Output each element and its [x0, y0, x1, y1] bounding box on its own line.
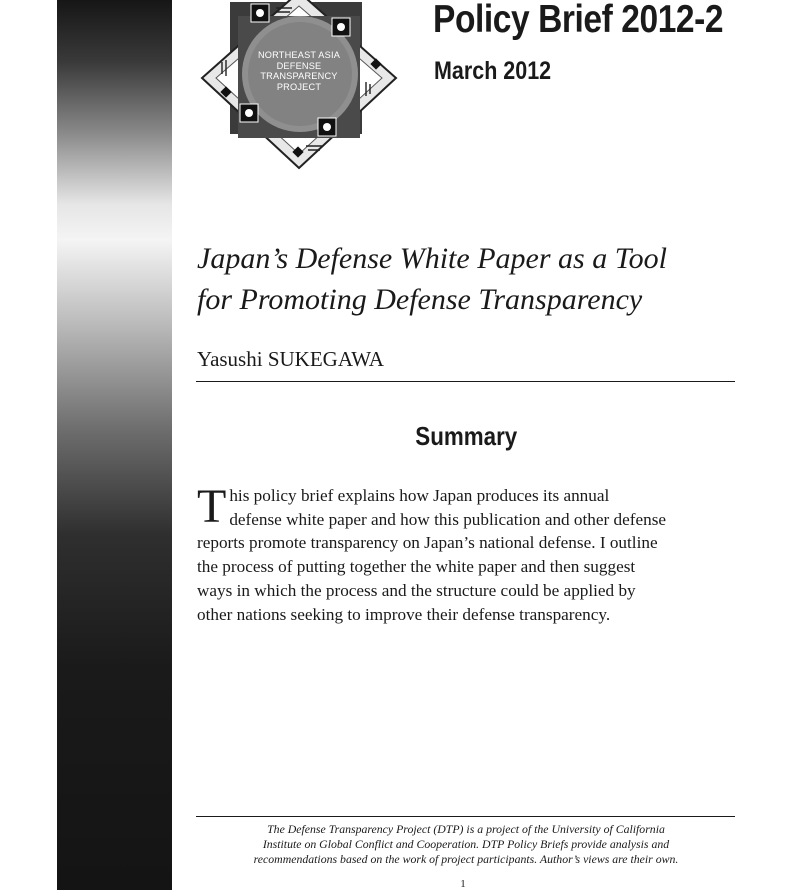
policy-brief-label: Policy Brief 2012-2	[433, 0, 724, 41]
logo-line: PROJECT	[276, 81, 322, 92]
summary-line: other nations seeking to improve their defense transparency.	[197, 604, 611, 624]
side-gradient-band	[57, 0, 172, 890]
logo-line: TRANSPARENCY	[260, 71, 338, 81]
footer-note	[197, 822, 735, 867]
logo-line: DEFENSE	[276, 60, 322, 71]
logo-line: NORTHEAST ASIA	[257, 50, 341, 60]
summary-line: the process of putting together the white paper and then suggest	[197, 557, 636, 577]
document-title	[197, 238, 757, 320]
summary-heading: Summary	[415, 421, 517, 451]
footer-line: The Defense Transparency Project (DTP) is a project of the University of California	[267, 822, 665, 836]
author-name: Yasushi SUKEGAWA	[197, 347, 384, 371]
logo-text	[247, 50, 351, 92]
summary-line: reports promote transparency on Japan’s national defense. I outline	[197, 533, 658, 553]
summary-line: his policy brief explains how Japan produces its annual	[229, 486, 610, 505]
publication-date: March 2012	[434, 57, 552, 85]
footer-divider	[196, 816, 735, 817]
title-divider	[196, 381, 735, 382]
page-number: 1	[460, 878, 466, 890]
footer-line: Institute on Global Conflict and Cooperation. DTP Policy Briefs provide analysis and	[262, 837, 670, 851]
summary-text	[197, 480, 737, 626]
footer-line: recommendations based on the work of project participants. Author’s views are their own.	[253, 852, 679, 866]
summary-line: ways in which the process and the structure could be applied by	[197, 580, 636, 600]
title-line: Japan’s Defense White Paper as a Tool	[197, 242, 667, 275]
summary-line: defense white paper and how this publication and other defense	[229, 509, 667, 529]
title-line: for Promoting Defense Transparency	[197, 283, 643, 316]
drop-cap: T	[197, 480, 227, 533]
